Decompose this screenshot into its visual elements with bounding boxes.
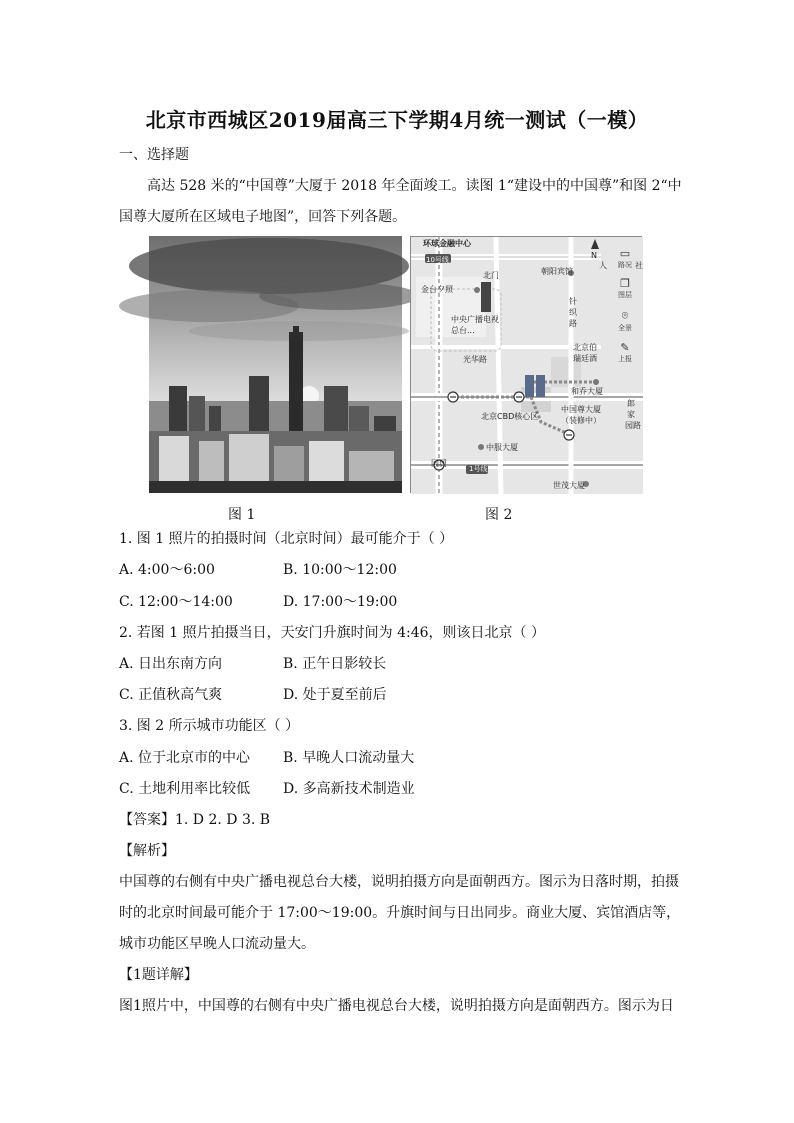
detail-heading: 【1题详解】 bbox=[119, 967, 198, 983]
map-label: 北京CBD核心区 bbox=[481, 412, 539, 421]
question-1-option-b: B. 10:00～12:00 bbox=[283, 562, 397, 578]
traffic-icon: ▭ bbox=[619, 247, 631, 260]
question-stem-line-1: 高达 528 米的“中国尊”大厦于 2018 年全面竣工。读图 1“建设中的中国尊”和图 2“中 bbox=[147, 178, 682, 194]
map-traffic-button[interactable]: ▭ 路况 bbox=[610, 247, 640, 270]
map-label: 光华路 bbox=[463, 355, 487, 364]
question-1-option-c: C. 12:00～14:00 bbox=[119, 594, 233, 610]
figure-2-map bbox=[410, 236, 642, 493]
map-report-button[interactable]: ✎ 上报 bbox=[610, 341, 640, 364]
section-heading: 一、选择题 bbox=[119, 147, 189, 163]
map-label: （装修中） bbox=[561, 416, 601, 425]
detail-line-1: 图1照片中，中国尊的右侧有中央广播电视总台大楼，说明拍摄方向是面朝西方。图示为日 bbox=[119, 998, 674, 1014]
question-3-option-c: C. 土地利用率比较低 bbox=[119, 781, 251, 797]
question-1-stem: 1. 图 1 照片的拍摄时间（北京时间）最可能介于（ ） bbox=[119, 531, 454, 547]
question-3-option-a: A. 位于北京市的中心 bbox=[119, 750, 251, 766]
question-3-option-b: B. 早晚人口流动量大 bbox=[283, 750, 415, 766]
analysis-line-2: 时的北京时间最可能介于 17:00～19:00。升旗时间与日出同步。商业大厦、宾馆酒店等， bbox=[119, 905, 681, 921]
edit-icon: ✎ bbox=[620, 341, 630, 354]
question-3-stem: 3. 图 2 所示城市功能区（ ） bbox=[119, 718, 300, 734]
question-1-option-d: D. 17:00～19:00 bbox=[283, 594, 398, 610]
question-2-option-c: C. 正值秋高气爽 bbox=[119, 687, 223, 703]
map-label: 世茂大厦 bbox=[553, 481, 585, 490]
map-label: 北门 bbox=[483, 271, 499, 280]
question-2-stem: 2. 若图 1 照片拍摄当日，天安门升旗时间为 4:46，则该日北京（ ） bbox=[119, 625, 545, 641]
map-panorama-button[interactable]: ⌾ 全景 bbox=[610, 309, 640, 333]
map-label: 织 bbox=[569, 308, 577, 317]
map-label: 朝阳宾馆 bbox=[541, 267, 573, 276]
map-label: 总台... bbox=[451, 326, 475, 335]
question-stem-line-2: 国尊大厦所在区域电子地图”，回答下列各题。 bbox=[119, 209, 407, 225]
answer-line: 【答案】1. D 2. D 3. B bbox=[119, 812, 271, 828]
figure-1-skyline-photo bbox=[149, 236, 402, 493]
map-label: 家 bbox=[627, 410, 635, 419]
analysis-heading: 【解析】 bbox=[119, 843, 175, 859]
question-2-option-b: B. 正午日影较长 bbox=[283, 656, 387, 672]
map-label: 中服大厦 bbox=[486, 443, 518, 452]
page-title: 北京市西城区2019届高三下学期4月统一测试（一模） bbox=[145, 108, 649, 132]
map-label: 环球金融中心 bbox=[423, 239, 471, 248]
map-label: 人 bbox=[599, 261, 607, 270]
question-3-option-d: D. 多高新技术制造业 bbox=[283, 781, 415, 797]
map-label: 金台夕照 bbox=[421, 285, 453, 294]
map-label: 园路 bbox=[625, 421, 641, 430]
map-label: 针 bbox=[569, 297, 577, 306]
map-label: 1号线 bbox=[469, 465, 488, 473]
map-label: 瑞廷酒 bbox=[573, 354, 597, 363]
map-label: 中央广播电视 bbox=[451, 315, 499, 324]
map-label: 郎 bbox=[627, 399, 635, 408]
map-label: 社 bbox=[635, 261, 643, 270]
map-label: N bbox=[591, 251, 597, 260]
map-label: 中国尊大厦 bbox=[561, 405, 601, 414]
question-2-option-d: D. 处于夏至前后 bbox=[283, 687, 387, 703]
analysis-line-3: 城市功能区早晚人口流动量大。 bbox=[119, 936, 315, 952]
layers-icon: ❐ bbox=[620, 277, 630, 290]
location-pin-icon: ⌾ bbox=[621, 309, 629, 322]
figure-1-caption: 图 1 bbox=[228, 507, 256, 523]
map-label: 10号线 bbox=[426, 256, 449, 264]
map-label: 和乔大厦 bbox=[571, 387, 603, 396]
figure-2-caption: 图 2 bbox=[485, 507, 513, 523]
question-1-option-a: A. 4:00～6:00 bbox=[119, 562, 215, 578]
map-label: 北京伯 bbox=[573, 343, 597, 352]
question-2-option-a: A. 日出东南方向 bbox=[119, 656, 223, 672]
map-layers-button[interactable]: ❐ 图层 bbox=[610, 277, 640, 300]
analysis-line-1: 中国尊的右侧有中央广播电视总台大楼，说明拍摄方向是面朝西方。图示为日落时期，拍摄 bbox=[119, 874, 679, 890]
map-label: 国贸 bbox=[431, 459, 447, 468]
map-label: 路 bbox=[569, 319, 577, 328]
